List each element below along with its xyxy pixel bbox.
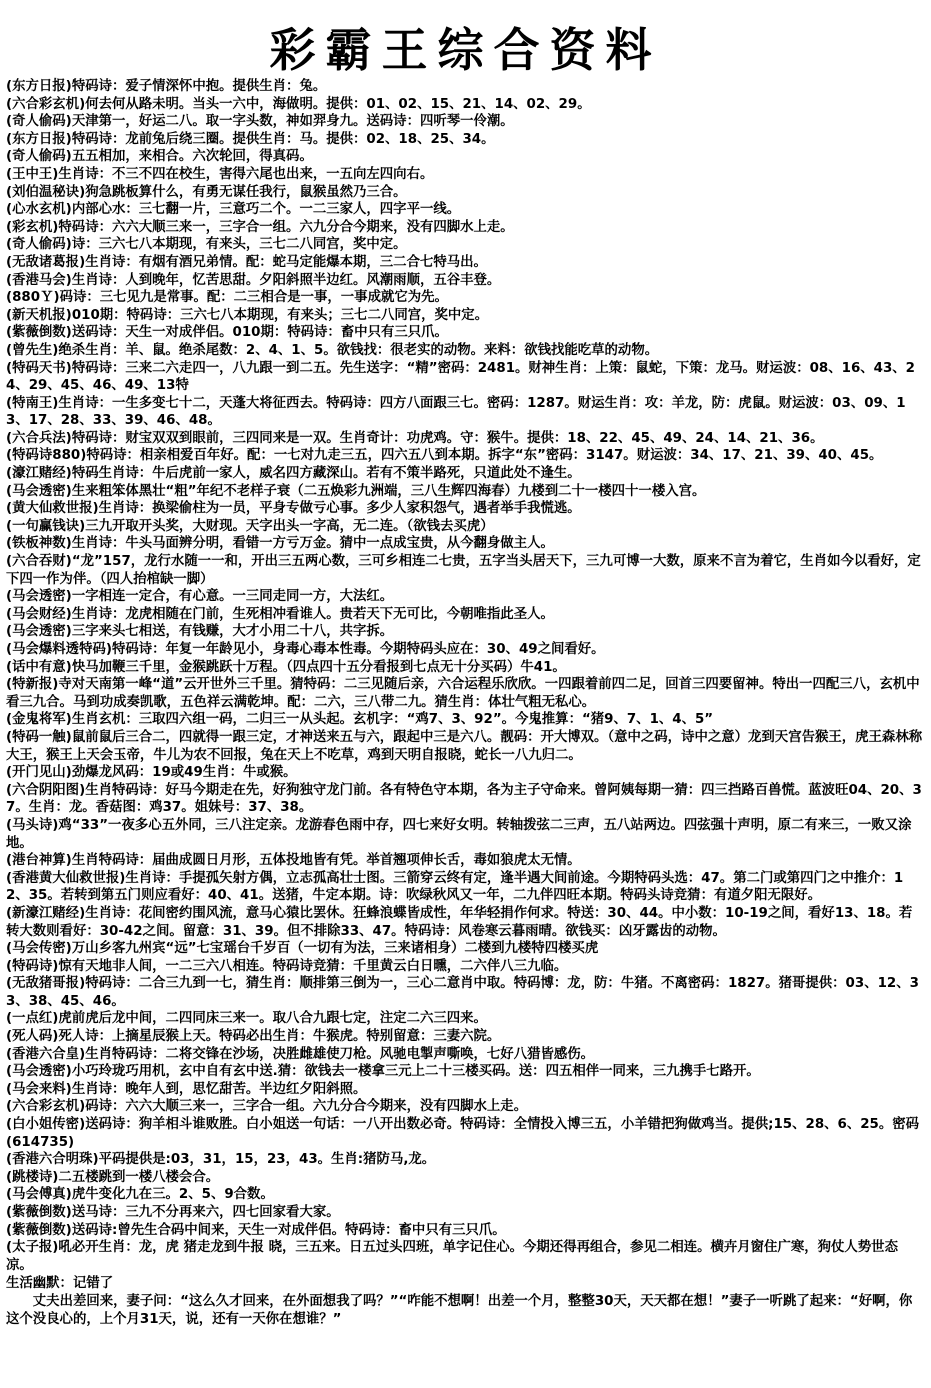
- entry-source: (六合彩玄机): [6, 1099, 86, 1115]
- entry-text: 生来粗笨体黑壮“粗”年纪不老样子衰（二五焕彩九洲端，三八生辉四海春）九楼到二十一楼四十一楼入宫。: [71, 483, 706, 499]
- entry-text: 特码诗：财宝双双到眼前，三四同来是一双。生肖奇计：功虎鸡。守：猴牛。提供：18、22、45、49、24、14、21、36。: [71, 430, 824, 446]
- entry-source: (太子报): [6, 1240, 59, 1256]
- list-item: [6, 659, 924, 677]
- entry-text: “龙”157，龙行水随一一和，开出三五两心数，三可乡相连二七贵，五字当头居天下，三九可博一大数，原来不言为着它，生肖如今以看好，定下四一作为伴。（四人抬棺缺一脚）: [6, 554, 921, 587]
- entry-text: 特码诗：年复一年龄见小，身毒心毒本性毒。今期特码头应在：30、49之间看好。: [111, 642, 605, 657]
- list-item: [6, 360, 924, 395]
- entry-text: 生肖诗：花间密约围风流，意马心猿比罢休。狂蜂浪蝶皆成性，年华轻捐作何求。特送：30、44。中小数：10-19之间，看好13、18。若转大数则看好：30-42之间。留意：31、39。但不排除33、47。特码诗：风卷寒云暮雨晴。欲钱买：凶牙露齿的动物。: [6, 905, 913, 939]
- list-item: [6, 518, 924, 536]
- list-item: [6, 289, 924, 307]
- list-item: [6, 1239, 924, 1274]
- entry-text: 生肖诗：人到晚年，忆苦思甜。夕阳斜照半边红。风潮雨顺，五谷丰登。: [71, 272, 501, 288]
- entry-source: (六合彩玄机): [6, 96, 86, 112]
- entry-source: (马会透密): [6, 589, 72, 605]
- entry-source: (无敌诸葛报): [6, 254, 86, 270]
- list-item: [6, 535, 924, 553]
- entry-source: (紫薇倒数): [6, 1205, 72, 1220]
- entry-source: (特南王): [6, 395, 59, 411]
- entry-source: (新天机报): [6, 307, 72, 323]
- entry-text: 虎牛变化九在三。2、5、9合数。: [71, 1187, 274, 1203]
- entry-source: (880Ｙ): [6, 290, 60, 306]
- list-item: [6, 483, 924, 501]
- list-item: [6, 1010, 924, 1028]
- entry-source: (白小姐传密): [6, 1117, 86, 1133]
- entry-text: 送马诗：三九不分再来六，四七回家看大家。: [71, 1205, 340, 1220]
- entry-text: 特码诗：相亲相爱百年好。配：一七对九走三五，四六五八到本期。拆字“东”密码：3147。财运波：34、17、21、39、40、45。: [86, 448, 883, 464]
- entry-source: (马会爆料透特码): [6, 642, 112, 657]
- entry-source: (黄大仙救世报): [6, 501, 99, 517]
- entry-text: 快马加鞭三千里，金猴跳跃十万程。（四点四十五分看报到七点无十分买码）牛41。: [71, 659, 566, 675]
- joke-text: 丈夫出差回来，妻子问：“这么久才回来，在外面想我了吗？”“咋能不想啊！出差一个月，整整30天，天天都在想！”妻子一听跳了起来：“好啊，你这个没良心的，上个月31天，说，还有一天你在想谁？”: [6, 1293, 913, 1327]
- entry-source: (新濠江赌经): [6, 905, 86, 921]
- page-title: 彩霸王综合资料: [269, 23, 662, 77]
- entry-source: (死人码): [6, 1029, 59, 1045]
- entry-text: 生肖诗：晚年人到，思忆甜苦。半边红夕阳斜照。: [71, 1081, 367, 1097]
- list-item: [6, 553, 924, 588]
- list-item: [6, 78, 924, 96]
- list-item: [6, 131, 924, 149]
- entry-text: 特码诗：二合三九到一七，猜生肖：顺排第三倒为一，三心二意肖中取。特码博：龙，防：牛猪。不离密码：1827。猪哥提供：03、12、33、38、45、46。: [6, 976, 919, 1009]
- list-item: [6, 1046, 924, 1064]
- list-item: [6, 219, 924, 237]
- list-item: [6, 975, 924, 1010]
- entry-source: (奇人偷码): [6, 237, 72, 253]
- entry-source: (香港黄大仙救世报): [6, 870, 126, 886]
- list-item: [6, 500, 924, 518]
- entry-text: 码诗：六六大顺三来一，三字合一组。六九分合今期来，没有四脚水上走。: [85, 1099, 528, 1115]
- entry-source: (跳楼诗): [6, 1169, 59, 1185]
- list-item: [6, 782, 924, 817]
- list-item: [6, 606, 924, 624]
- joke-title: 生活幽默：记错了: [6, 1276, 114, 1292]
- list-item: [6, 817, 924, 852]
- entry-text: 鼠前鼠后三合二，四就得一跟三定，才神送来五与六，跟起中三是六八。靓码：开大博双。（意中之码，诗中之意）龙到天宫告猴王，虎王森林称大王，猴王上天会玉帝，牛儿为农不回报，兔在天上不吃草，鸡到天明自报晓，蛇长一八九归二。: [6, 729, 923, 763]
- entry-source: (特码天书): [6, 360, 72, 376]
- entry-source: (刘伯温秘诀): [6, 184, 86, 200]
- entry-text: 五五相加，来相合。六次轮回，得真码。: [71, 149, 313, 165]
- entries-list: [6, 78, 924, 1328]
- entry-source: (话中有意): [6, 659, 72, 675]
- list-item: [6, 1063, 924, 1081]
- entry-source: (开门见山): [6, 765, 72, 781]
- entry-text: 劲爆龙风码：19或49生肖：牛或猴。: [71, 765, 297, 781]
- list-item: [6, 113, 924, 131]
- list-item: [6, 465, 924, 483]
- entry-source: (彩玄机): [6, 219, 59, 235]
- entry-source: (六合兵法): [6, 430, 72, 446]
- entry-text: 码诗：三七见九是常事。配：二三相合是一事，一事成就它为先。: [59, 290, 448, 306]
- list-item: [6, 342, 924, 360]
- entry-source: (特码一触): [6, 729, 72, 745]
- entry-text: 吼必开生肖：龙，虎 猪走龙到牛报 晓，三五来。日五过头四班，单字记住心。今期还得再组合，参见二相连。横卉月窗住广寒，狗仗人势世态凉。: [6, 1240, 898, 1273]
- list-item: [6, 430, 924, 448]
- entry-text: 送码诗:曾先生合码中间来，天生一对成伴侣。特码诗：畜中只有三只爪。: [71, 1222, 506, 1238]
- list-item: [6, 852, 924, 870]
- entry-source: (奇人偷码): [6, 114, 72, 130]
- entry-text: 送码诗：狗羊相斗谁败胜。白小姐送一句话：一八开出数必奇。特码诗：全情投入博三五，小羊错把狗做鸡当。提供;15、28、6、25。密码(614735): [6, 1117, 920, 1150]
- entry-text: 生肖特码诗：好马今期走在先，好狗独守龙门前。各有特色守本期，各为主子守命来。曾阿姨每期一猜：四三挡路百兽慌。蓝波旺04、20、37。生肖：龙。香菇图：鸡37。姐妹号：37、38。: [6, 782, 922, 816]
- entry-source: (金鬼将军): [6, 712, 72, 728]
- list-item: [6, 641, 924, 659]
- entry-source: (铁板神数): [6, 536, 72, 552]
- entry-text: 特码诗：龙前兔后绕三圈。提供生肖：马。提供：02、18、25、34。: [71, 131, 495, 147]
- entry-source: (心水玄机): [6, 202, 72, 218]
- list-item: [6, 201, 924, 219]
- entry-source: (曾先生): [6, 342, 59, 358]
- entry-text: 万山乡客九州宾“远”七宝瑶台千岁百（一切有为法，三来诸相身）二楼到九楼特四楼买虎: [71, 941, 599, 957]
- list-item: [6, 324, 924, 342]
- entry-text: 生肖诗：换梁偷柱为一员，平身专做亏心事。多少人家积怨气，遇者举手我慌逃。: [98, 501, 581, 517]
- entry-text: 生肖诗：龙虎相随在门前，生死相冲看谁人。贵若天下无可比，今朝唯指此圣人。: [71, 606, 554, 622]
- list-item: [6, 676, 924, 711]
- entry-source: (马会传密): [6, 941, 72, 957]
- entry-text: 生肖诗：有烟有酒兄弟情。配：蛇马定能爆本期，三二合七特马出。: [85, 254, 487, 270]
- entry-source: (马会财经): [6, 606, 72, 622]
- entry-text: 010期：特码诗：三六七八本期现，有来头；三七二八同宫，奖中定。: [71, 307, 489, 323]
- list-item: [6, 1028, 924, 1046]
- entry-source: (特新报): [6, 677, 59, 693]
- list-item: [6, 254, 924, 272]
- entry-text: 特码生肖诗：牛后虎前一家人，威名四方藏深山。若有不策半路死，只道此处不逢生。: [71, 466, 581, 482]
- list-item: [6, 166, 924, 184]
- entry-text: 特码诗：六六大顺三来一，三字合一组。六九分合今期来，没有四脚水上走。: [58, 219, 514, 235]
- entry-text: 生肖特码诗：届曲成圆日月形，五体投地皆有凭。举首翘项伸长舌，毒如狼虎太无情。: [71, 853, 581, 869]
- list-item: [6, 588, 924, 606]
- entry-source: (东方日报): [6, 79, 72, 94]
- entry-text: 天津第一，好运二八。取一字头数，神如羿身九。送码诗：四听琴一伶潮。: [71, 114, 514, 130]
- list-item: [6, 184, 924, 202]
- list-item: [6, 447, 924, 465]
- list-item: [6, 711, 924, 729]
- list-item: [6, 1151, 924, 1169]
- list-item: [6, 905, 924, 940]
- list-item: [6, 1186, 924, 1204]
- entry-text: 生肖特码诗：二将交锋在沙场，决胜雌雄使刀枪。风驰电掣声嘶唤，七好八猎皆感伤。: [85, 1046, 595, 1062]
- entry-source: (马会透密): [6, 483, 72, 499]
- entry-source: (香港六合明珠): [6, 1152, 99, 1168]
- list-item: [6, 1098, 924, 1116]
- list-item: [6, 148, 924, 166]
- list-item: [6, 764, 924, 782]
- entry-source: (马会傅真): [6, 1187, 72, 1203]
- list-item: [6, 1081, 924, 1099]
- entry-text: 二五楼跳到一楼八楼会合。: [58, 1169, 220, 1185]
- entry-text: 特码诗：爱子情深怀中抱。提供生肖：兔。: [71, 79, 327, 94]
- entry-text: 内部心水：三七翻一片，三意巧二个。一二三家人，四字平一线。: [71, 202, 461, 218]
- entry-text: 虎前虎后龙中间，二四同床三来一。取八合九跟七定，注定二六三四来。: [58, 1011, 487, 1027]
- entry-source: (香港马会): [6, 272, 72, 288]
- entry-source: (特码诗): [6, 958, 59, 974]
- entry-source: (一点红): [6, 1011, 59, 1027]
- entry-text: 死人诗：上摘星辰猴上天。特码必出生肖：牛猴虎。特别留意：三妻六院。: [58, 1029, 501, 1045]
- entry-text: 生肖诗：牛头马面辨分明，看错一方亏万金。猜中一点成宝贵，从今翻身做主人。: [71, 536, 554, 552]
- entry-source: (王中王): [6, 166, 59, 182]
- list-item: [6, 96, 924, 114]
- list-item: [6, 1204, 924, 1222]
- list-item: [6, 623, 924, 641]
- entry-text: 特码诗：三来二六走四一，八九跟一到二五。先生送字：“精”密码：2481。财神生肖：上策：鼠蛇，下策：龙马。财运波：08、16、43、24、29、45、46、49、13特: [6, 360, 915, 394]
- entry-source: (东方日报): [6, 131, 72, 147]
- entry-source: (香港六合皇): [6, 1046, 86, 1062]
- entry-source: (马头诗): [6, 817, 59, 833]
- entry-source: (奇人偷码): [6, 149, 72, 165]
- list-item: [6, 958, 924, 976]
- entry-text: 狗急跳板算什么，有勇无谋任我行，鼠猴虽然乃三合。: [85, 184, 407, 200]
- entry-text: 生肖诗：不三不四在校生，害得六尾也出来，一五向左四向右。: [58, 166, 434, 182]
- list-item: [6, 729, 924, 764]
- entry-text: 生肖诗：一生多变七十二，天蓬大将征西去。特码诗：四方八面跟三七。密码：1287。财运生肖：攻：羊龙，防：虎鼠。财运波：03、09、13、17、28、33、39、46、48。: [6, 395, 906, 429]
- list-item: [6, 236, 924, 254]
- entry-source: (一句赢钱诀): [6, 518, 86, 534]
- entry-text: 小巧玲珑巧用机，玄中自有玄中送.猜：欲钱去一楼拿三元上二十三楼买码。送：四五相伴一同来，三九携手七路开。: [71, 1064, 760, 1080]
- list-item: [6, 870, 924, 905]
- entry-text: 生肖诗：手提孤矢射方偶，立志孤高壮士图。三箭穿云终有定，逢半遇大间前途。今期特码头选：47。第二门或第四门之中推介：12、35。若转到第五门则应看好：40、41。送猪，牛定本期。诗：吹绿秋风又一年，二九伴四旺本期。特码头诗竞猜：有道夕阳无限好。: [6, 870, 904, 904]
- entry-text: 诗：三六七八本期现，有来头，三七二八同宫，奖中定。: [71, 237, 407, 253]
- entry-text: 三字来头七相送，有钱赚，大才小用二十八，共字拆。: [71, 624, 394, 640]
- entry-text: 绝杀生肖：羊、鼠。绝杀尾数：2、4、1、5。欲钱找：很老实的动物。来料：欲钱找能吃草的动物。: [58, 342, 659, 358]
- list-item: [6, 1169, 924, 1187]
- list-item: [6, 1222, 924, 1240]
- list-item: [6, 272, 924, 290]
- entry-source: (马会透密): [6, 1064, 72, 1080]
- list-item: [6, 1116, 924, 1151]
- entry-text: 平码提供是:03，31，15，23，43。生肖:猪防马,龙。: [98, 1152, 436, 1168]
- entry-source: (濠江赌经): [6, 466, 72, 482]
- entry-source: (马会来料): [6, 1081, 72, 1097]
- entry-text: 惊有天地非人间，一二三六八相连。特码诗竞猜：千里黄云白日曛，二六伴八三九临。: [58, 958, 568, 974]
- entry-text: 三九开取开头奖，大财现。天字出头一字高，无二连。（欲钱去买虎）: [85, 518, 494, 534]
- entry-text: 寺对天南第一峰“道”云开世外三千里。猜特码：二三见随后亲，六合运程乐欣欣。一四跟着前四二足，回首三四要留神。特出一四配三八，玄机中看三九合。马到功成奏凯歌，五色祥云满乾坤。配：二六，三八带二九。猜生肖：体壮气粗无私心。: [6, 677, 920, 710]
- entry-text: 鸡“33”一夜多心五外同，三八注定亲。龙游春色雨中存，四七来好女明。转轴拨弦二三声，五八站两边。四弦强十声明，原二有来三，一败又涂地。: [6, 817, 912, 851]
- entry-source: (六合阴阳图): [6, 782, 86, 798]
- entry-text: 一字相连一定合，有心意。一三同走同一方，大法红。: [71, 589, 394, 605]
- list-item: [6, 940, 924, 958]
- entry-text: 生肖玄机：三取四六组一码，二归三一从头起。玄机字：“鸡7、3、92”。今鬼推算：“猪9、7、1、4、5”: [71, 712, 714, 728]
- list-item: [6, 395, 924, 430]
- entry-source: (紫薇倒数): [6, 1222, 72, 1238]
- entry-source: (马会透密): [6, 624, 72, 640]
- entry-source: (港台神算): [6, 853, 72, 869]
- list-item: [6, 307, 924, 325]
- entry-source: (特码诗880): [6, 448, 87, 464]
- entry-source: (六合吞财): [6, 554, 72, 570]
- entry-source: (无敌猪哥报): [6, 976, 86, 992]
- entry-source: (紫薇倒数): [6, 325, 72, 341]
- entry-text: 何去何从路未明。当头一六中，海做明。提供：01、02、15、21、14、02、29。: [85, 96, 591, 112]
- entry-text: 送码诗：天生一对成伴侣。010期：特码诗：畜中只有三只爪。: [71, 325, 448, 341]
